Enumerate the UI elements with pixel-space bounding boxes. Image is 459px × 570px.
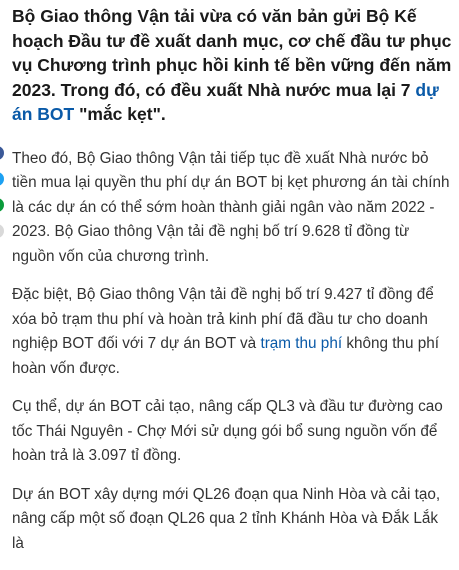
link-tram-thu-phi[interactable]: trạm thu phí: [260, 335, 343, 352]
lead-text-after: "mắc kẹt".: [74, 104, 166, 124]
paragraph-1: Theo đó, Bộ Giao thông Vận tải tiếp tục đề xuất Nhà nước bỏ tiền mua lại quyền thu phí dự án BOT bị kẹt phương án tài chính là các dự án có thể sớm hoàn thành giải ngân vào năm 2022 - 2023. Bộ Giao thông Vận tải đề nghị bố trí 9.628 tỉ đồng từ nguồn vốn của chương trình.: [12, 149, 450, 265]
paragraph-3: Cụ thể, dự án BOT cải tạo, nâng cấp QL3 và đầu tư đường cao tốc Thái Nguyên - Chợ Mới sử dụng gói bổ sung nguồn vốn để hoàn trả là 3.097 tỉ đồng.: [12, 398, 443, 464]
facebook-share-icon[interactable]: [0, 146, 4, 160]
more-share-icon[interactable]: [0, 224, 4, 238]
lead-text-before: Bộ Giao thông Vận tải vừa có văn bản gửi Bộ Kế hoạch Đầu tư đề xuất danh mục, cơ chế đầu tư phục vụ Chương trình phục hồi kinh tế bền vững đến năm 2023. Trong đó, có đều xuất Nhà nước mua lại 7: [12, 6, 452, 100]
link-du-an-bot[interactable]: dự án BOT: [12, 79, 439, 124]
paragraph-2: [12, 283, 452, 381]
paragraph-2-before: Đặc biệt, Bộ Giao thông Vận tải đề nghị bố trí 9.427 tỉ đồng để xóa bỏ trạm thu phí và hoàn trả kinh phí đã đầu tư cho doanh nghiệp BOT đối với 7 dự án BOT và: [12, 286, 434, 352]
paragraph-4: Dự án BOT xây dựng mới QL26 đoạn qua Ninh Hòa và cải tạo, nâng cấp một số đoạn QL26 qua 2 tỉnh Khánh Hòa và Đắk Lắk là: [12, 485, 441, 552]
paragraph-2-after: không thu phí hoàn vốn được.: [12, 335, 440, 377]
article-lead: [12, 4, 452, 127]
article-body: [12, 4, 452, 570]
messenger-share-icon[interactable]: [0, 198, 4, 212]
twitter-share-icon[interactable]: [0, 172, 4, 186]
share-sidebar: [0, 146, 4, 236]
